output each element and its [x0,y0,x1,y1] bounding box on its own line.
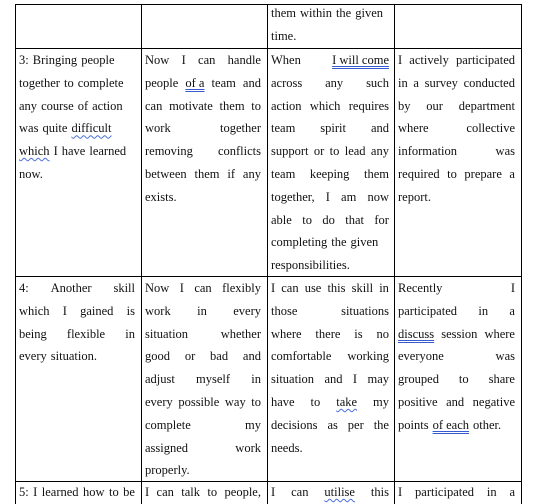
text-line [271,280,389,296]
word: participated [415,485,475,499]
word: team [271,167,296,181]
word: Another [50,281,92,295]
word: grouped [398,372,439,387]
word: I [352,372,358,387]
text-line [145,462,261,478]
word: I [325,189,330,204]
text-line [145,484,261,500]
text-line [398,189,515,205]
word: and [242,349,261,364]
word: which [19,303,50,318]
word: to [108,485,119,499]
text-line [398,484,515,500]
word: Now [145,281,170,295]
word: responsibilities. [271,258,350,273]
word: action [92,98,123,113]
word: where [398,121,429,136]
word: in [251,372,261,387]
word: I [398,53,403,67]
word: collective [466,121,515,136]
word: of a [185,75,205,90]
word: share [488,372,515,387]
word: have [61,144,86,159]
word: the [373,417,389,432]
text-line [19,484,135,500]
text-line [398,143,515,159]
word: be [123,485,135,499]
word: participated [398,303,457,318]
word: I [510,281,515,295]
word: if [227,167,236,181]
word: people, [224,485,261,499]
word: in [486,485,497,499]
text-line [19,52,135,68]
word: to [207,485,218,499]
word: now. [19,167,43,181]
word: exists. [145,189,177,204]
word: team [211,75,236,90]
word: properly. [145,463,190,478]
word: learned [41,485,79,499]
text-line [271,348,389,364]
word: being [19,326,47,341]
text-line [398,120,515,136]
word: between [145,167,187,181]
text-line [271,166,389,182]
text-line [19,280,135,296]
text-line [271,75,389,91]
word: in [398,75,408,90]
word: bad [210,349,229,364]
word: work [145,303,171,318]
word: can [198,53,216,67]
word: negative [472,395,515,409]
word: information [398,144,458,159]
text-line [145,166,261,182]
word: such [366,75,389,90]
table-border-row2-bottom [15,276,522,277]
word: together [220,121,261,136]
text-line [398,348,515,364]
word: talk [181,485,201,499]
word: good [145,349,170,364]
word: myself [196,372,231,387]
word: Recently [398,281,443,295]
word: motivate [169,98,213,113]
text-line [271,5,389,21]
word: gained [80,303,114,318]
text-line [398,326,515,342]
word: working [347,349,389,364]
word: can [145,98,163,113]
table-border-row1-bottom [15,48,522,49]
word: to [251,395,261,409]
text-line [398,371,515,387]
word: learned [89,144,127,159]
text-line [271,98,389,114]
text-line [271,234,389,250]
word: to [458,372,469,387]
word: that [345,212,364,227]
word: conducted [463,75,515,90]
word: within [300,6,332,20]
word: I [398,485,403,499]
word: handle [227,53,261,67]
word: situation [271,372,315,387]
word: use [304,281,322,295]
word: positive [398,395,438,409]
word: any [19,98,38,113]
word: skill [113,281,135,295]
word: of each [432,417,469,432]
word: situation. [50,349,97,364]
word: prepare [464,167,502,181]
word: in [197,303,207,318]
word: take [336,395,358,409]
table-border-col1 [141,4,142,504]
text-line [145,120,261,136]
word: any [325,75,344,90]
word: a [509,167,515,181]
word: and [370,121,389,136]
word: I [179,281,184,295]
word: where [271,326,302,341]
word: difficult [71,121,112,136]
word: department [458,98,515,113]
word: time. [271,28,297,43]
word: given [355,6,384,20]
word: support [271,144,309,159]
word: per [347,417,364,432]
text-line [271,303,389,319]
word: how [83,485,105,499]
word: report. [398,189,431,204]
word: my [245,417,261,432]
text-line [145,326,261,342]
text-line [19,98,135,114]
text-line [398,166,515,182]
word: can [156,485,174,499]
text-line [19,166,135,182]
word: there [315,326,341,341]
text-line [145,189,261,205]
word: for [374,212,389,227]
word: comfortable [271,349,332,364]
table-border-col2 [267,4,268,504]
word: and [446,395,465,409]
word: I [271,485,276,499]
text-line [398,75,515,91]
word: discuss [398,326,435,341]
word: I [271,281,276,295]
word: other. [473,417,502,432]
word: able [271,212,292,227]
word: any [242,167,261,181]
text-line [271,371,389,387]
text-line [145,394,261,410]
word: conflicts [217,144,261,159]
word: survey [424,75,458,90]
text-line [271,394,389,410]
word: which [309,98,341,113]
word: everyone [398,349,444,364]
word: complete [145,417,191,432]
word: can [281,281,299,295]
word: them [194,167,220,181]
text-line [145,371,261,387]
word: is [126,303,135,318]
text-line [398,394,515,410]
text-line [398,417,515,433]
word: the [335,6,352,20]
word: a [509,303,515,318]
text-line [271,28,389,44]
word: or [184,349,196,364]
word: a [509,485,515,499]
word: utilise [324,485,355,499]
word: completing [271,235,328,250]
word: people [81,53,115,67]
word: every [233,303,261,318]
text-line [19,143,135,159]
word: adjust [145,372,175,387]
word: is [354,326,363,341]
word: keeping [309,167,350,181]
word: to [302,212,312,227]
word: complete [77,75,124,90]
word: was [495,349,515,364]
word: together [19,75,60,90]
text-line [398,98,515,114]
word: I [181,53,186,67]
word: 4: [19,281,29,295]
word: can [291,485,309,499]
text-line [271,440,389,456]
word: team [271,121,296,136]
word: in [125,326,135,341]
word: I will come [332,53,389,67]
word: course [41,98,74,113]
text-line [271,417,389,433]
word: 5: [19,485,29,499]
word: as [327,417,338,432]
word: way [224,395,246,409]
word: or [313,144,325,159]
word: any [370,144,389,159]
word: actively [409,53,449,67]
word: this [370,485,389,499]
word: do [322,212,335,227]
word: them [271,6,296,20]
word: 3: [19,53,29,67]
text-line [271,257,389,273]
table-border-right [521,4,522,504]
text-line [145,75,261,91]
text-line [19,75,135,91]
table-border-row-top [15,4,522,5]
word: I [53,144,58,159]
word: was [19,121,39,136]
text-line [398,280,515,296]
word: needs. [271,440,303,455]
word: and [324,372,343,387]
word: I [62,303,67,318]
text-line [145,303,261,319]
word: Now [145,53,170,67]
word: possible [178,395,220,409]
word: participated [456,53,515,67]
word: requires [348,98,389,113]
text-line [271,143,389,159]
text-line [398,52,515,68]
word: I [33,485,38,499]
word: flexibly [222,281,261,295]
text-line [145,98,261,114]
word: can [194,281,212,295]
word: may [367,372,389,387]
word: action [271,98,302,113]
word: work [235,440,261,455]
text-line [145,348,261,364]
word: our [426,98,443,113]
word: assigned [145,440,189,455]
word: situation [145,326,189,341]
word: was [495,144,515,159]
word: to [251,98,261,113]
word: situations [341,303,389,318]
word: When [271,53,301,67]
word: them [364,167,389,181]
word: to [329,144,340,159]
text-line [145,143,261,159]
word: have [271,395,295,409]
text-line [19,120,135,136]
word: to [63,75,74,90]
word: my [372,395,389,409]
text-line [271,212,389,228]
text-line [145,440,261,456]
text-line [271,326,389,342]
text-line [19,326,135,342]
word: where [484,326,515,341]
word: quite [42,121,68,136]
word: required [398,167,440,181]
text-line [19,348,135,364]
word: spirit [320,121,346,136]
word: am [341,189,357,204]
word: flexible [66,326,106,341]
word: this [327,281,346,295]
text-line [398,303,515,319]
word: of [77,98,89,113]
word: which [19,144,50,159]
text-line [271,484,389,500]
word: in [379,281,389,295]
word: in [478,303,489,318]
table-border-left [15,4,16,504]
text-line [145,280,261,296]
word: work [145,121,171,136]
word: removing [145,144,193,159]
table-border-col3 [394,4,395,504]
word: by [398,98,411,113]
text-line [271,189,389,205]
word: to [310,395,321,409]
text-line [271,52,389,68]
word: them [219,98,245,113]
word: session [441,326,478,341]
table-border-row3-bottom [15,481,522,482]
text-line [271,120,389,136]
text-line [19,303,135,319]
word: a [413,75,419,90]
word: now [367,189,389,204]
word: across [271,75,303,90]
word: to [447,167,457,181]
text-line [145,52,261,68]
text-line [145,417,261,433]
word: every [19,349,47,364]
word: together, [271,189,315,204]
word: I [145,485,150,499]
word: Bringing [32,53,78,67]
word: every [145,395,173,409]
word: skill [351,281,374,295]
word: points [398,417,429,432]
word: and [242,75,261,90]
word: no [376,326,389,341]
word: the [331,235,347,250]
word: lead [344,144,366,159]
word: decisions [271,417,318,432]
word: those [271,303,298,318]
word: given [350,235,379,250]
word: whether [220,326,261,341]
word: people [145,75,179,90]
